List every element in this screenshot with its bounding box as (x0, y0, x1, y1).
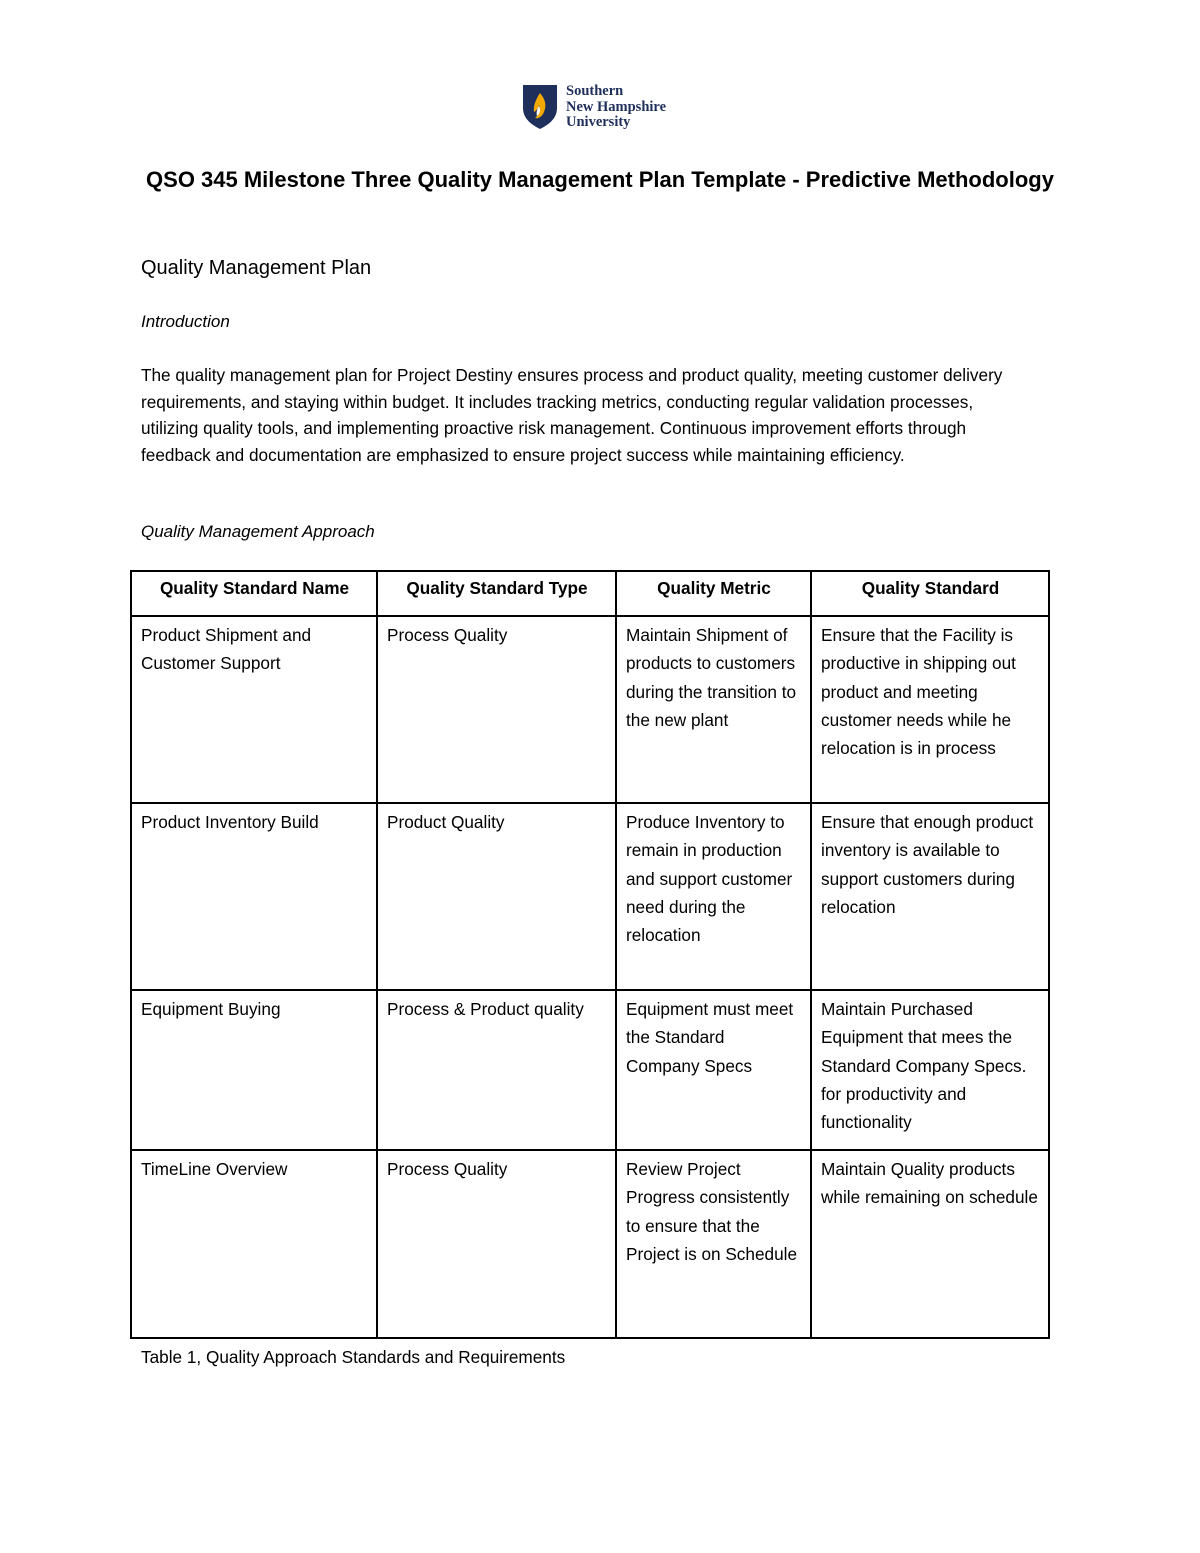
cell-quality-metric: Maintain Shipment of products to customers during the transition to the new plant (616, 616, 811, 803)
document-title: QSO 345 Milestone Three Quality Management Plan Template - Predictive Methodology (146, 167, 1054, 192)
cell-standard-type: Process Quality (377, 1150, 616, 1338)
table-row (131, 990, 1049, 1150)
cell-standard-name: Product Shipment and Customer Support (131, 616, 377, 803)
flame-shield-icon (521, 84, 559, 130)
cell-standard-type: Product Quality (377, 803, 616, 990)
cell-quality-metric: Review Project Progress consistently to ensure that the Project is on Schedule (616, 1150, 811, 1338)
logo-wordmark (566, 84, 666, 131)
cell-standard-name: Equipment Buying (131, 990, 377, 1150)
university-logo (521, 84, 691, 132)
table-header-row (131, 571, 1049, 616)
header-standard-name: Quality Standard Name (131, 571, 377, 616)
header-quality-standard: Quality Standard (811, 571, 1049, 616)
cell-standard-name: TimeLine Overview (131, 1150, 377, 1338)
logo-line-3: University (566, 114, 631, 130)
logo-line-1: Southern (566, 83, 624, 99)
cell-quality-metric: Produce Inventory to remain in production and support customer need during the relocation (616, 803, 811, 990)
header-quality-metric: Quality Metric (616, 571, 811, 616)
section-heading: Quality Management Plan (141, 257, 372, 279)
quality-standards-table (130, 570, 1050, 1339)
logo-line-2: New Hampshire (566, 98, 667, 115)
cell-standard-type: Process Quality (377, 616, 616, 803)
approach-label: Quality Management Approach (141, 522, 375, 541)
table-row (131, 803, 1049, 990)
cell-quality-standard: Maintain Quality products while remaining on schedule (811, 1150, 1049, 1338)
introduction-label: Introduction (141, 312, 230, 331)
cell-standard-type: Process & Product quality (377, 990, 616, 1150)
table-caption: Table 1, Quality Approach Standards and Requirements (141, 1347, 566, 1367)
cell-standard-name: Product Inventory Build (131, 803, 377, 990)
introduction-paragraph: The quality management plan for Project Destiny ensures process and product quality, meeting customer delivery requirements, and staying within budget. It includes tracking metrics, conducting regular validation processes, utilizing quality tools, and implementing proactive risk management. Continuous improvement efforts through feedback and documentation are emphasized to ensure project success while maintaining efficiency. (141, 365, 1003, 465)
cell-quality-standard: Ensure that enough product inventory is available to support customers during relocation (811, 803, 1049, 990)
header-standard-type: Quality Standard Type (377, 571, 616, 616)
cell-quality-metric: Equipment must meet the Standard Company Specs (616, 990, 811, 1150)
cell-quality-standard: Maintain Purchased Equipment that mees the Standard Company Specs. for productivity and functionality (811, 990, 1049, 1150)
table-row (131, 616, 1049, 803)
table-row (131, 1150, 1049, 1338)
cell-quality-standard: Ensure that the Facility is productive in shipping out product and meeting customer needs while he relocation is in process (811, 616, 1049, 803)
